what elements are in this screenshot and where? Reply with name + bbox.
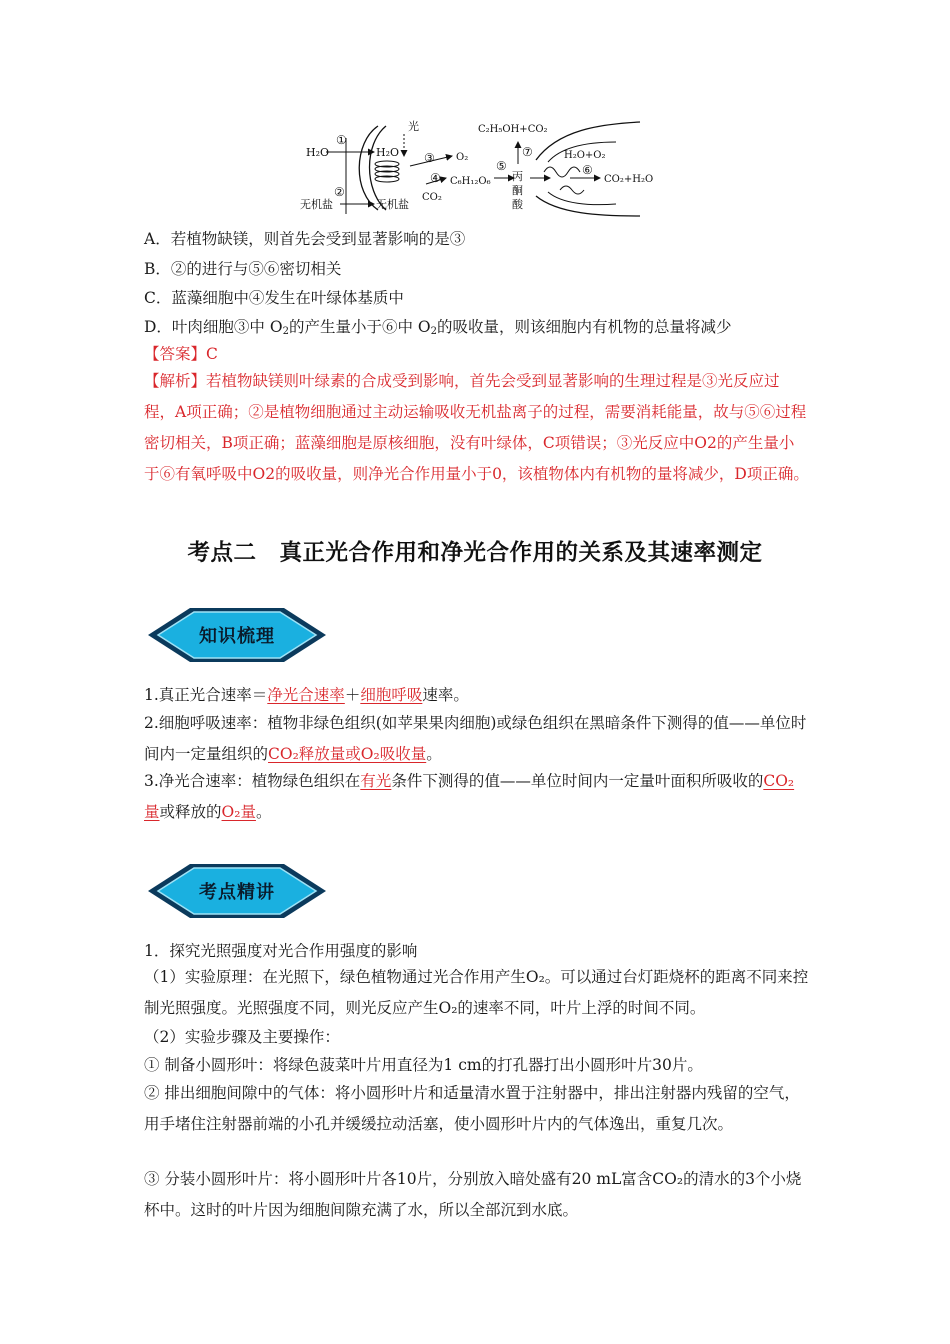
label-ethanol: C₂H₅OH+CO₂ xyxy=(478,124,548,135)
step-2: ② 排出细胞间隙中的气体：将小圆形叶片和适量清水置于注射器中，排出注射器内残留的空气，用手堵住注射器前端的小孔并缓缓拉动活塞，使小圆形叶片内的气体逸出，重复几次。 xyxy=(144,1084,800,1133)
label-co2: CO₂ xyxy=(422,192,442,203)
option-b: B．②的进行与⑤⑥密切相关 xyxy=(144,260,342,278)
label-step-7: ⑦ xyxy=(522,145,533,159)
answer: 【答案】C xyxy=(144,345,218,363)
label-light: 光 xyxy=(408,120,419,133)
label-step-5: ⑤ xyxy=(496,159,507,173)
knowledge-line-2: 2.细胞呼吸速率：植物非绿色组织(如苹果果肉细胞)或绿色组织在黑暗条件下测得的值——单位时间内一定量组织的CO₂释放量或O₂吸收量。 xyxy=(144,714,807,763)
analysis: 【解析】若植物缺镁则叶绿素的合成受到影响，首先会受到显著影响的生理过程是③光反应过程，A项正确；②是植物细胞通过主动运输吸收无机盐离子的过程，需要消耗能量，故与⑤⑥过程密切相关，B项正确；蓝藻细胞是原核细胞，没有叶绿体，C项错误；③光反应中O2的产生量小于⑥有氧呼吸中O2的吸收量，则净光合作用量小于0，该植物体内有机物的量将减少，D项正确。 xyxy=(144,372,809,483)
experiment-title: 1．探究光照强度对光合作用强度的影响 xyxy=(144,942,418,960)
knowledge-line-3: 3.净光合速率：植物绿色组织在有光条件下测得的值——单位时间内一定量叶面积所吸收的CO₂量或释放的O₂量。 xyxy=(144,772,795,821)
label-salt-right: 无机盐 xyxy=(376,198,409,211)
label-o2: O₂ xyxy=(456,152,469,163)
label-pyruvate-1: 丙 xyxy=(512,170,523,183)
metabolism-diagram xyxy=(300,112,660,218)
banner-key-points-label: 考点精讲 xyxy=(199,882,275,903)
label-salt-left: 无机盐 xyxy=(300,198,333,211)
step-3: ③ 分装小圆形叶片：将小圆形叶片各10片，分别放入暗处盛有20 mL富含CO₂的清水的3个小烧杯中。这时的叶片因为细胞间隙充满了水，所以全部沉到水底。 xyxy=(144,1170,802,1219)
option-a: A．若植物缺镁，则首先会受到显著影响的是③ xyxy=(144,230,466,248)
step-1: ① 制备小圆形叶：将绿色菠菜叶片用直径为1 cm的打孔器打出小圆形叶片30片。 xyxy=(144,1056,703,1074)
label-step-4: ④ xyxy=(430,171,441,185)
option-c: C．蓝藻细胞中④发生在叶绿体基质中 xyxy=(144,289,404,307)
banner-key-points xyxy=(144,858,330,924)
section-title: 考点二 真正光合作用和净光合作用的关系及其速率测定 xyxy=(187,540,763,566)
label-step-2: ② xyxy=(334,185,345,199)
label-h2o-left: H₂O xyxy=(306,146,330,159)
label-co2-h2o: CO₂+H₂O xyxy=(604,174,654,185)
label-h2o-o2: H₂O+O₂ xyxy=(564,150,606,161)
knowledge-line-1: 1.真正光合速率＝净光合速率＋细胞呼吸速率。 xyxy=(144,686,469,704)
experiment-principle: （1）实验原理：在光照下，绿色植物通过光合作用产生O₂。可以通过台灯距烧杯的距离不同来控制光照强度。光照强度不同，则光反应产生O₂的速率不同，叶片上浮的时间不同。 xyxy=(144,968,809,1017)
banner-knowledge-label: 知识梳理 xyxy=(199,626,275,647)
label-step-1: ① xyxy=(336,133,347,147)
experiment-steps-heading: （2）实验步骤及主要操作： xyxy=(144,1028,340,1046)
label-h2o-inner: H₂O xyxy=(376,146,400,159)
diagram-svg xyxy=(300,112,660,218)
option-d: D．叶肉细胞③中 $O_2$的产生量小于⑥中 $O_2$的吸收量，则该细胞内有机物的总量将减少 xyxy=(144,318,732,337)
label-step-3: ③ xyxy=(424,151,435,165)
label-glucose: C₆H₁₂O₆ xyxy=(450,176,491,187)
thylakoid-stack xyxy=(375,161,399,182)
label-pyruvate-3: 酸 xyxy=(512,198,523,211)
label-step-6: ⑥ xyxy=(582,163,593,177)
label-pyruvate-2: 酮 xyxy=(512,184,523,197)
banner-knowledge xyxy=(144,602,330,668)
